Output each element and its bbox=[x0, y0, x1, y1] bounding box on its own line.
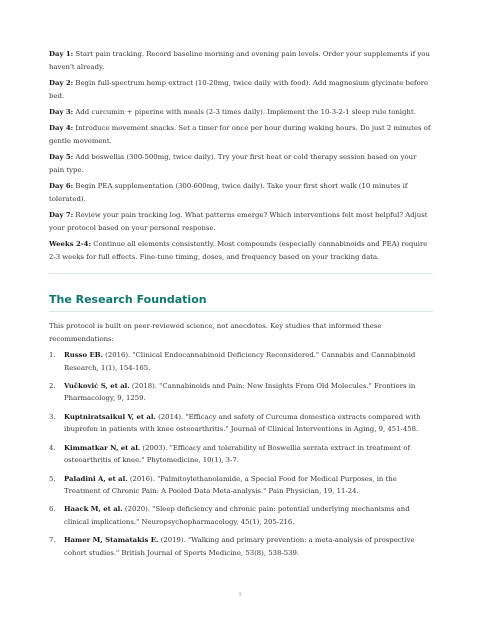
reference-citation: (2020). "Sleep deficiency and chronic pain: potential underlying mechanisms and clinical implications." Neuropsychopharmacology, 45(1), 205-216. bbox=[64, 505, 410, 526]
reference-item bbox=[49, 503, 433, 528]
section-intro: This protocol is built on peer-reviewed science, not anecdotes. Key studies that informed these recommendations: bbox=[49, 322, 382, 343]
schedule-label: Day 7: bbox=[49, 211, 74, 219]
reference-authors: Vučković S, et al. bbox=[64, 381, 130, 390]
schedule-text: Add curcumin + piperine with meals (2-3 times daily). Implement the 10-3-2-1 sleep rule tonight. bbox=[75, 108, 416, 116]
schedule-weeks-2-4 bbox=[49, 238, 433, 263]
reference-item bbox=[49, 473, 433, 498]
reference-number: 1. bbox=[49, 351, 56, 359]
reference-citation: (2003). "Efficacy and tolerability of Boswellia serrata extract in treatment of osteoarthritis of knee." Phytomedicine, 10(1), 3-7. bbox=[64, 443, 410, 465]
schedule-label: Day 5: bbox=[49, 153, 74, 161]
schedule-label: Day 3: bbox=[49, 108, 74, 116]
reference-authors: Hamer M, Stamatakis E. bbox=[64, 536, 159, 545]
schedule-day-4 bbox=[49, 122, 433, 147]
reference-list bbox=[49, 349, 433, 565]
schedule-label: Day 6: bbox=[49, 182, 74, 190]
schedule-day-1 bbox=[49, 48, 433, 73]
schedule-day-3 bbox=[49, 106, 433, 119]
schedule-text: Add boswellia (300-500mg, twice daily). Try your first heat or cold therapy session based on your pain type. bbox=[49, 153, 417, 174]
schedule-label: Weeks 2-4: bbox=[49, 240, 91, 248]
reference-item bbox=[49, 380, 433, 405]
schedule-label: Day 2: bbox=[49, 79, 74, 87]
reference-citation: (2014). "Efficacy and safety of Curcuma domestica extracts compared with ibuprofen in patients with knee osteoarthritis." Journal of Clinical Interventions in Aging, 9, 451-458. bbox=[64, 412, 421, 434]
section-heading: The Research Foundation bbox=[49, 293, 207, 306]
schedule-label: Day 1: bbox=[49, 50, 74, 58]
reference-authors: Paladini A, et al. bbox=[64, 474, 128, 483]
reference-citation: (2016). "Palmitoylethanolamide, a Special Food for Medical Purposes, in the Treatment of Chronic Pain: A Pooled Data Meta-analysis." Pain Physician, 19, 11-24. bbox=[64, 474, 397, 496]
schedule-label: Day 4: bbox=[49, 124, 74, 132]
schedule-text: Begin full-spectrum hemp extract (10-20mg, twice daily with food). Add magnesium glycinate before bed. bbox=[49, 79, 429, 100]
section-divider bbox=[49, 273, 433, 274]
reference-citation: (2016). "Clinical Endocannabinoid Deficiency Reconsidered." Cannabis and Cannabinoid Research, 1(1), 154-165. bbox=[64, 351, 416, 372]
schedule-text: Begin PEA supplementation (300-600mg, twice daily). Take your first short walk (10 minutes if tolerated). bbox=[49, 182, 408, 203]
schedule-day-7 bbox=[49, 209, 433, 234]
schedule-day-2 bbox=[49, 77, 433, 102]
reference-number: 7. bbox=[49, 536, 56, 545]
reference-authors: Russo EB. bbox=[64, 351, 103, 359]
reference-authors: Haack M, et al. bbox=[64, 505, 123, 514]
reference-number: 6. bbox=[49, 505, 56, 514]
page-number: 9 bbox=[238, 592, 242, 598]
reference-citation: (2018). "Cannabinoids and Pain: New Insights From Old Molecules." Frontiers in Pharmacology, 9, 1259. bbox=[64, 381, 416, 403]
reference-item bbox=[49, 534, 433, 559]
reference-item bbox=[49, 442, 433, 467]
reference-item bbox=[49, 411, 433, 436]
schedule-day-5 bbox=[49, 151, 433, 176]
reference-number: 2. bbox=[49, 381, 56, 390]
schedule-text: Introduce movement snacks. Set a timer for once per hour during waking hours. Do just 2 minutes of gentle movement. bbox=[49, 124, 431, 145]
reference-number: 5. bbox=[49, 474, 56, 483]
reference-item bbox=[49, 349, 433, 374]
reference-citation: (2019). "Walking and primary prevention: a meta-analysis of prospective cohort studies." British Journal of Sports Medicine, 53(8), 538-539. bbox=[64, 536, 415, 557]
reference-authors: Kuptniratsaikul V, et al. bbox=[64, 412, 156, 421]
schedule-text: Continue all elements consistently. Most compounds (especially cannabinoids and PEA) require 2-3 weeks for full effects. Fine-tune timing, doses, and frequency based on your tracking data. bbox=[49, 240, 428, 261]
heading-underline bbox=[49, 311, 433, 312]
schedule-day-6 bbox=[49, 180, 433, 205]
schedule-text: Review your pain tracking log. What patterns emerge? Which interventions felt most helpful? Adjust your protocol based on your personal response. bbox=[49, 211, 428, 232]
reference-number: 3. bbox=[49, 412, 56, 421]
reference-number: 4. bbox=[49, 443, 56, 452]
reference-authors: Kimmatkar N, et al. bbox=[64, 443, 141, 452]
schedule-text: Start pain tracking. Record baseline morning and evening pain levels. Order your supplements if you haven't already. bbox=[49, 50, 430, 71]
